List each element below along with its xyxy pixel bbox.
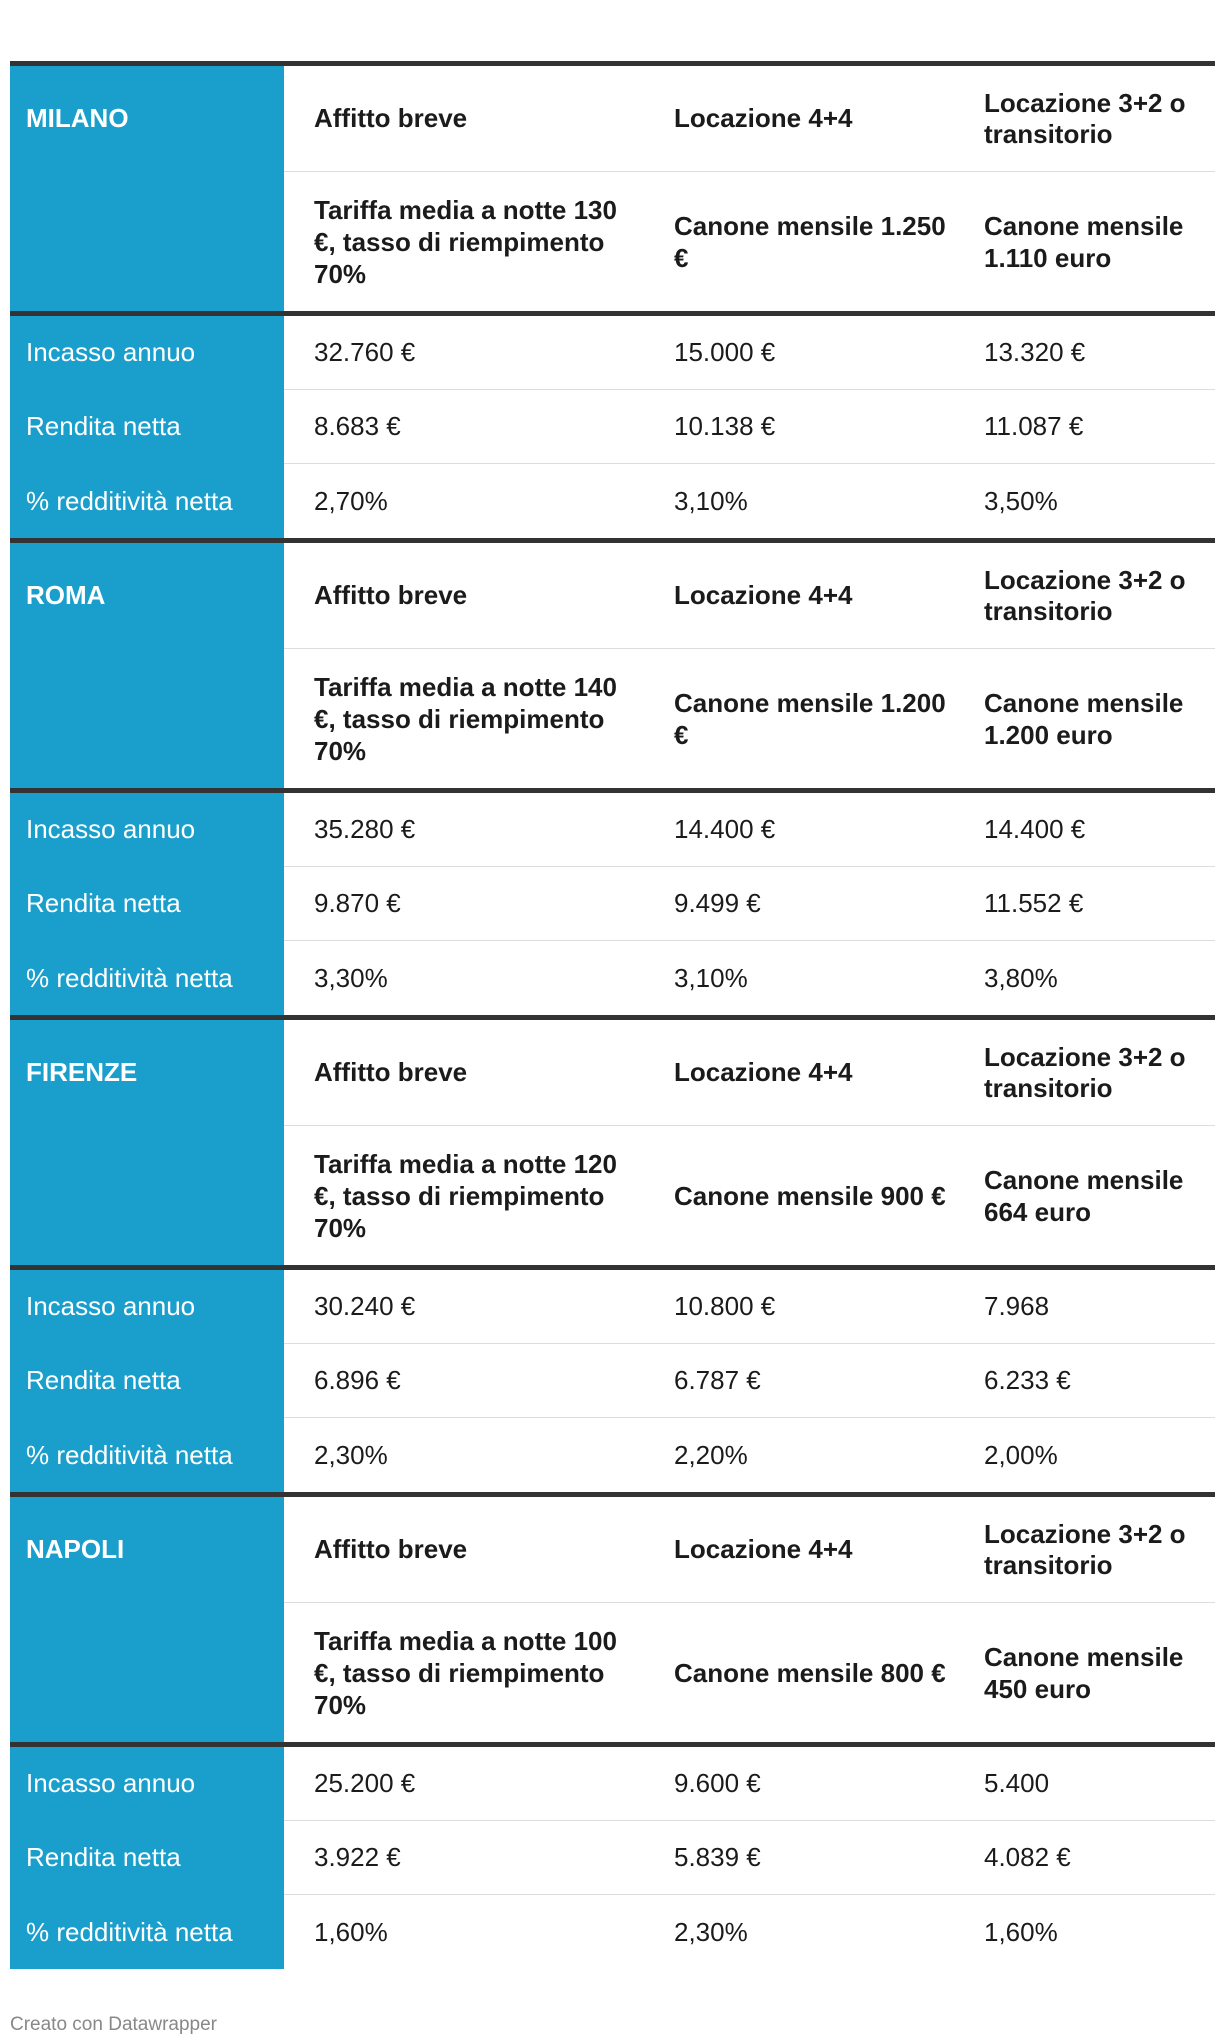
terms-cell: Canone mensile 1.110 euro [984, 210, 1184, 273]
city-block [10, 1492, 1215, 1969]
city-name: ROMA [10, 543, 284, 649]
label-spacer [10, 1126, 284, 1265]
value-cell: 6.787 € [644, 1344, 954, 1418]
terms-cell: Tariffa media a notte 130 €, tasso di riempimento 70% [314, 194, 617, 289]
terms-cell: Canone mensile 1.200 euro [984, 687, 1184, 750]
label-spacer [10, 172, 284, 311]
value-cell: 14.400 € [954, 793, 1215, 867]
value-cell: 11.087 € [954, 390, 1215, 464]
terms-cell: Canone mensile 1.200 € [674, 687, 946, 750]
city-block [10, 1015, 1215, 1492]
row-label: % redditività netta [10, 941, 284, 1015]
column-header: Locazione 4+4 [644, 1020, 954, 1126]
row-label: Incasso annuo [10, 316, 284, 390]
value-cell: 2,00% [984, 1439, 1058, 1470]
terms-cell: Canone mensile 900 € [674, 1180, 946, 1211]
value-cell: 6.896 € [284, 1344, 644, 1418]
value-cell: 3,50% [984, 485, 1058, 516]
terms-cell: Canone mensile 450 euro [984, 1641, 1184, 1704]
city-block [10, 538, 1215, 1015]
value-cell: 15.000 € [644, 316, 954, 390]
column-header: Locazione 4+4 [644, 1497, 954, 1603]
value-cell: 2,70% [314, 485, 388, 516]
column-header: Locazione 3+2 o transitorio [954, 1497, 1215, 1603]
value-cell: 10.800 € [644, 1270, 954, 1344]
city-data-rows [10, 1270, 1215, 1492]
value-cell: 2,30% [674, 1916, 748, 1947]
terms-cell: Tariffa media a notte 120 €, tasso di riempimento 70% [314, 1148, 617, 1243]
value-cell: 11.552 € [954, 867, 1215, 941]
value-cell: 2,20% [674, 1439, 748, 1470]
label-spacer [10, 1603, 284, 1742]
row-label: Rendita netta [10, 867, 284, 941]
city-data-rows [10, 793, 1215, 1015]
terms-cell: Canone mensile 1.250 € [674, 210, 946, 273]
column-header: Affitto breve [284, 1020, 644, 1126]
value-cell: 7.968 [954, 1270, 1215, 1344]
city-header [10, 1015, 1215, 1270]
value-cell: 3,10% [674, 485, 748, 516]
value-cell: 6.233 € [954, 1344, 1215, 1418]
value-cell: 30.240 € [284, 1270, 644, 1344]
row-label: Incasso annuo [10, 1747, 284, 1821]
value-cell: 32.760 € [284, 316, 644, 390]
value-cell: 1,60% [984, 1916, 1058, 1947]
value-cell: 3,80% [984, 962, 1058, 993]
city-block [10, 61, 1215, 538]
column-header: Affitto breve [284, 66, 644, 172]
row-label: % redditività netta [10, 1895, 284, 1969]
value-cell: 3.922 € [284, 1821, 644, 1895]
value-cell: 35.280 € [284, 793, 644, 867]
row-label: Rendita netta [10, 1344, 284, 1418]
terms-cell: Tariffa media a notte 100 €, tasso di riempimento 70% [314, 1625, 617, 1720]
row-label: Incasso annuo [10, 1270, 284, 1344]
value-cell: 14.400 € [644, 793, 954, 867]
column-header: Affitto breve [284, 1497, 644, 1603]
terms-cell: Canone mensile 800 € [674, 1657, 946, 1688]
city-name: NAPOLI [10, 1497, 284, 1603]
city-data-rows [10, 1747, 1215, 1969]
rent-comparison-table [10, 61, 1215, 1969]
value-cell: 2,30% [314, 1439, 388, 1470]
value-cell: 3,10% [674, 962, 748, 993]
column-header: Affitto breve [284, 543, 644, 649]
row-label: Incasso annuo [10, 793, 284, 867]
column-header: Locazione 4+4 [644, 543, 954, 649]
city-header [10, 1492, 1215, 1747]
row-label: % redditività netta [10, 1418, 284, 1492]
value-cell: 1,60% [314, 1916, 388, 1947]
value-cell: 9.499 € [644, 867, 954, 941]
column-header: Locazione 3+2 o transitorio [954, 543, 1215, 649]
terms-cell: Tariffa media a notte 140 €, tasso di riempimento 70% [314, 671, 617, 766]
value-cell: 3,30% [314, 962, 388, 993]
row-label: % redditività netta [10, 464, 284, 538]
value-cell: 5.839 € [644, 1821, 954, 1895]
value-cell: 25.200 € [284, 1747, 644, 1821]
value-cell: 10.138 € [644, 390, 954, 464]
city-data-rows [10, 316, 1215, 538]
row-label: Rendita netta [10, 1821, 284, 1895]
city-name: FIRENZE [10, 1020, 284, 1126]
city-name: MILANO [10, 66, 284, 172]
value-cell: 5.400 [954, 1747, 1215, 1821]
label-spacer [10, 649, 284, 788]
city-header [10, 538, 1215, 793]
column-header: Locazione 3+2 o transitorio [954, 66, 1215, 172]
row-label: Rendita netta [10, 390, 284, 464]
value-cell: 4.082 € [954, 1821, 1215, 1895]
city-header [10, 61, 1215, 316]
value-cell: 8.683 € [284, 390, 644, 464]
value-cell: 13.320 € [954, 316, 1215, 390]
column-header: Locazione 4+4 [644, 66, 954, 172]
credit-footer: Creato con Datawrapper [10, 2014, 217, 2035]
value-cell: 9.870 € [284, 867, 644, 941]
terms-cell: Canone mensile 664 euro [984, 1164, 1184, 1227]
column-header: Locazione 3+2 o transitorio [954, 1020, 1215, 1126]
value-cell: 9.600 € [644, 1747, 954, 1821]
